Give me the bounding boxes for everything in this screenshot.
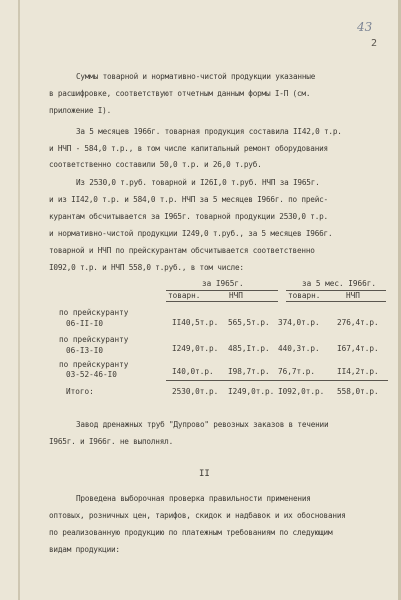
table-cell: 485,Iт.р. (228, 344, 270, 353)
total-cell: 2530,0т.р. (172, 387, 219, 396)
paragraph3-line: и из II42,0 т.р. и 584,0 т.р. НЧП за 5 месяцев I966г. по прейс- (49, 195, 328, 204)
table-cell: I67,4т.р. (337, 344, 379, 353)
table-cell: 374,0т.р. (278, 318, 320, 327)
row-label: 03-52-46-I0 (66, 370, 117, 379)
paragraph1-line: в расшифровке, соответствуют отчетным данным формы I-П (см. (49, 89, 311, 98)
total-cell: I249,0т.р. (228, 387, 275, 396)
table-cell: 440,3т.р. (278, 344, 320, 353)
table-cell: II40,5т.р. (172, 318, 219, 327)
header-underline (286, 301, 386, 302)
paragraph4-line: I965г. и I966г. не выполнял. (49, 437, 173, 446)
column-header: товарн. (168, 291, 201, 300)
paragraph5-line: видам продукции: (49, 545, 120, 554)
paragraph3-line: курантам обсчитывается за I965г. товарной продукции 2530,0 т.р. (49, 212, 328, 221)
total-cell: 558,0т.р. (337, 387, 379, 396)
column-header: НЧП (346, 291, 360, 300)
table-cell: II4,2т.р. (337, 367, 379, 376)
header-underline (166, 301, 278, 302)
paragraph4-line: Завод дренажных труб "Дупрово" ревозных заказов в течении (76, 420, 329, 429)
total-label: Итого: (66, 387, 94, 396)
column-header: товарн. (288, 291, 321, 300)
row-label: 06-II-I0 (66, 319, 104, 328)
paragraph5-line: Проведена выборочная проверка правильности применения (76, 494, 311, 503)
row-label: по прейскуранту (59, 360, 129, 369)
total-cell: I092,0т.р. (278, 387, 325, 396)
table-cell: 276,4т.р. (337, 318, 379, 327)
paragraph3-line: товарной и НЧП по прейскурантам обсчитывается соответственно (49, 246, 315, 255)
paragraph5-line: по реализованную продукцию по платежным требованиям по следующим (49, 528, 333, 537)
paragraph5-line: оптовых, розничных цен, тарифов, скидок и надбавок и их обоснования (49, 511, 346, 520)
paragraph1-line: Суммы товарной и нормативно-чистой продукции указанные (76, 72, 316, 81)
table-cell: I40,0т.р. (172, 367, 214, 376)
total-rule (166, 380, 388, 381)
paragraph2-line: За 5 месяцев 1966г. товарная продукция составила II42,0 т.р. (76, 127, 342, 136)
paragraph3-line: и нормативно-чистой продукции I249,0 т.руб., за 5 месяцев I966г. (49, 229, 333, 238)
paragraph2-line: и НЧП - 584,0 т.р., в том числе капитальный ремонт оборудования (49, 144, 328, 153)
period-header-1965: за I965г. (202, 279, 244, 288)
row-label: по прейскуранту (59, 308, 129, 317)
paragraph3-line: I092,0 т.р. и НЧП 558,0 т.руб., в том числе: (49, 263, 244, 272)
table-cell: I249,0т.р. (172, 344, 219, 353)
table-cell: 565,5т.р. (228, 318, 270, 327)
table-cell: I98,7т.р. (228, 367, 270, 376)
handwritten-folio-number: 43 (357, 20, 373, 34)
table-cell: 76,7т.р. (278, 367, 316, 376)
column-header: НЧП (229, 291, 243, 300)
page-number: 2 (371, 38, 378, 49)
row-label: 06-I3-I0 (66, 346, 104, 355)
row-label: по прейскуранту (59, 335, 129, 344)
period-header-1966: за 5 мес. I966г. (302, 279, 377, 288)
paragraph2-line: соответственно составили 50,0 т.р. и 26,0 т.руб. (49, 160, 262, 169)
paragraph3-line: Из 2530,0 т.руб. товарной и I26I,0 т.руб. НЧП за I965г. (76, 178, 320, 187)
paragraph1-line: приложение I). (49, 106, 111, 115)
section-numeral: II (199, 469, 210, 479)
